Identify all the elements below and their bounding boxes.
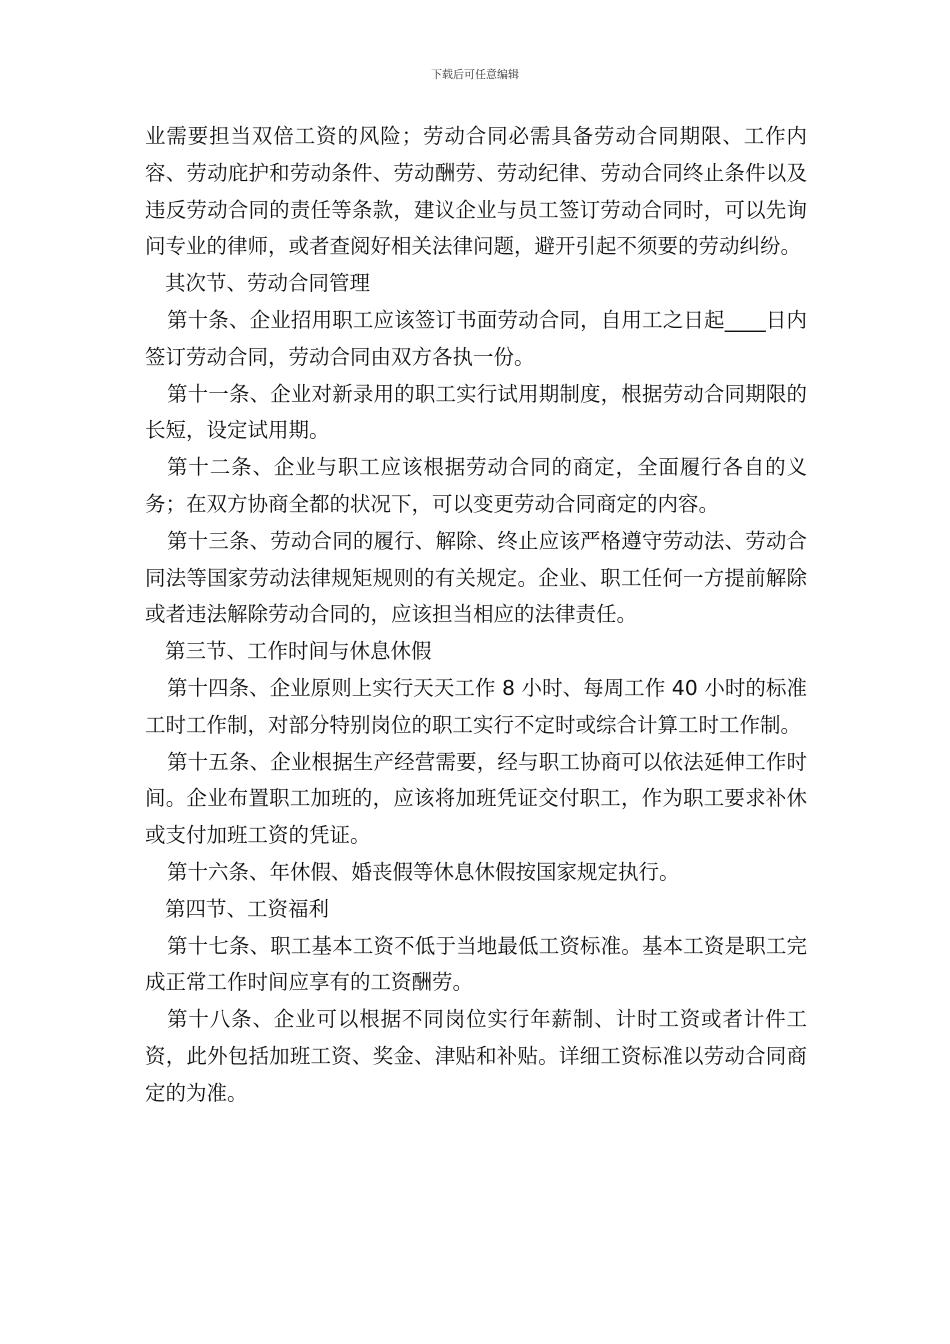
section-heading-3: 第三节、工作时间与休息休假 bbox=[165, 639, 432, 664]
article-17: 第十七条、职工基本工资不低于当地最低工资标准。基本工资是职工完成正常工作时间应享有的工资酬劳。 bbox=[145, 933, 807, 995]
page-header: 下载后可任意编辑 bbox=[431, 68, 519, 81]
document-body bbox=[145, 118, 807, 1112]
article-10: 第十条、企业招用职工应该签订书面劳动合同，自用工之日起____日内签订劳动合同，劳动合同由双方各执一份。 bbox=[145, 307, 807, 369]
article-12: 第十二条、企业与职工应该根据劳动合同的商定，全面履行各自的义务；在双方协商全都的状况下，可以变更劳动合同商定的内容。 bbox=[145, 455, 807, 516]
section-heading-2: 其次节、劳动合同管理 bbox=[165, 271, 370, 296]
article-15: 第十五条、企业根据生产经营需要，经与职工协商可以依法延伸工作时间。企业布置职工加班的，应该将加班凭证交付职工，作为职工要求补休或支付加班工资的凭证。 bbox=[145, 749, 807, 848]
article-14: 第十四条、企业原则上实行天天工作 8 小时、每周工作 40 小时的标准工时工作制，对部分特别岗位的职工实行不定时或综合计算工时工作制。 bbox=[145, 675, 807, 737]
article-13: 第十三条、劳动合同的履行、解除、终止应该严格遵守劳动法、劳动合同法等国家劳动法律规矩规则的有关规定。企业、职工任何一方提前解除或者违法解除劳动合同的，应该担当相应的法律责任。 bbox=[145, 528, 807, 627]
paragraph-continuation: 业需要担当双倍工资的风险；劳动合同必需具备劳动合同期限、工作内容、劳动庇护和劳动条件、劳动酬劳、劳动纪律、劳动合同终止条件以及违反劳动合同的责任等条款，建议企业与员工签订劳动合同时，可以先询问专业的律师，或者查阅好相关法律问题，避开引起不须要的劳动纠纷。 bbox=[145, 124, 807, 259]
article-16: 第十六条、年休假、婚丧假等休息休假按国家规定执行。 bbox=[167, 859, 680, 884]
article-18: 第十八条、企业可以根据不同岗位实行年薪制、计时工资或者计件工资，此外包括加班工资、奖金、津贴和补贴。详细工资标准以劳动合同商定的为准。 bbox=[145, 1007, 807, 1105]
section-heading-4: 第四节、工资福利 bbox=[165, 896, 329, 921]
article-11: 第十一条、企业对新录用的职工实行试用期制度，根据劳动合同期限的长短，设定试用期。 bbox=[145, 381, 807, 443]
